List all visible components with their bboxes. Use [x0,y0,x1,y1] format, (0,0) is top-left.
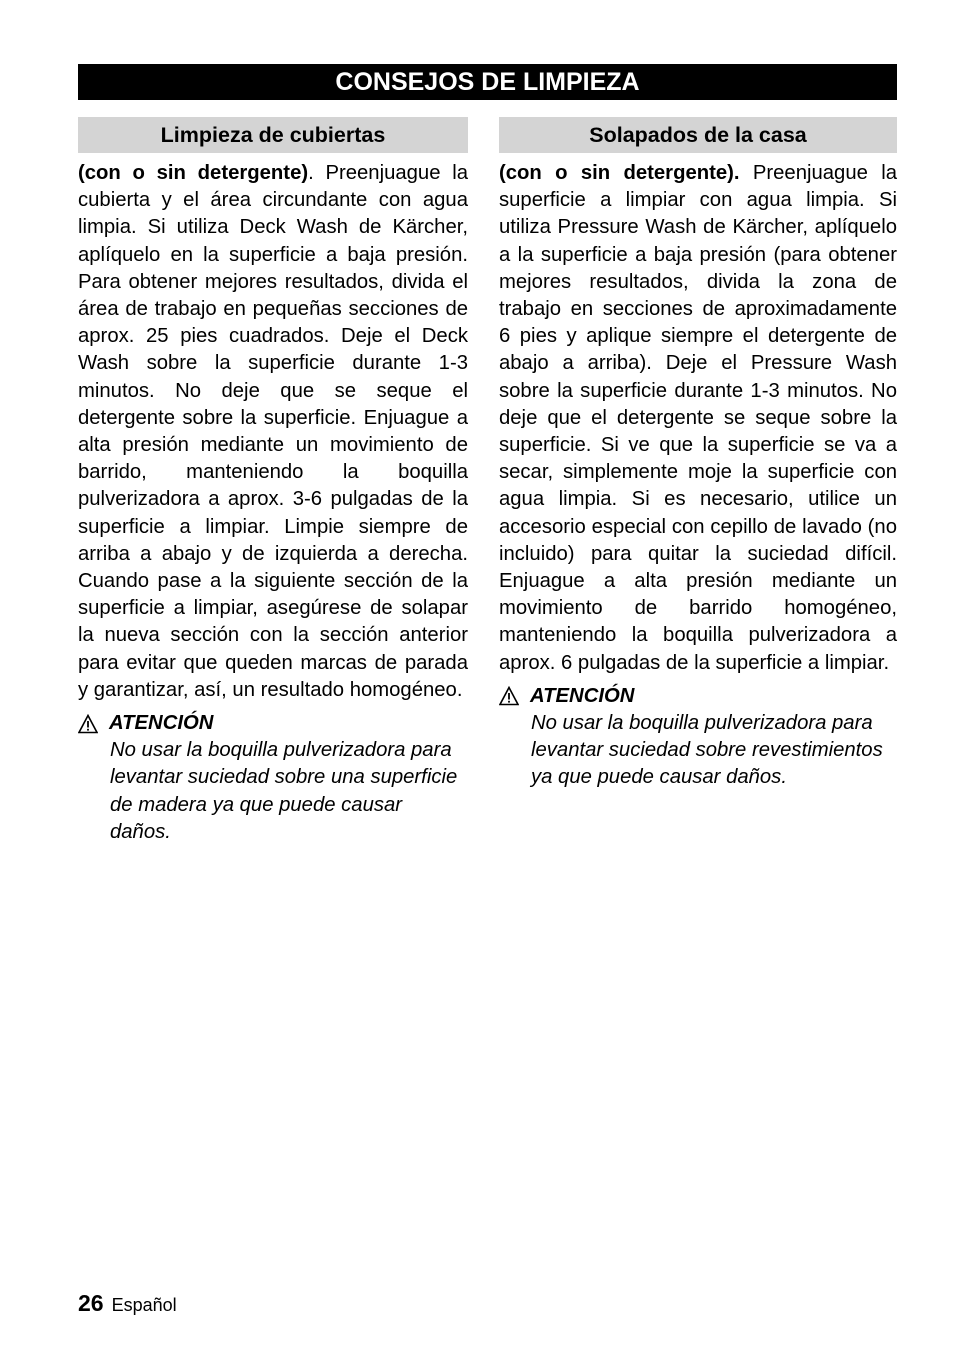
deck-warning [78,710,468,846]
deck-body: . Preenjuague la cubierta y el área circundante con agua limpia. Si utiliza Deck Wash de Kärcher, aplíquelo en la superficie a baja presión. Para obtener mejores resultados, divida el área de trabajo en pequeñas secciones de aprox. 25 pies cuadrados. Deje el Deck Wash sobre la superficie durante 1-3 minutos. No deje que se seque el detergente sobre la superficie. Enjuague a alta presión mediante un movimiento de barrido, manteniendo la boquilla pulverizadora a aprox. 3-6 pulgadas de la superficie a limpiar. Limpie siempre de arriba a abajo y de izquierda a derecha. Cuando pase a la siguiente sección de la superficie a limpiar, asegúrese de solapar la nueva sección con la sección anterior para evitar que queden marcas de parada y garantizar, así, un resultado homogéneo. [78,162,468,701]
warning-triangle-icon [499,686,519,706]
deck-warning-text: No usar la boquilla pulverizadora para levantar suciedad sobre una superficie de madera ya que puede causar daños. [110,739,458,843]
section-banner [78,64,897,100]
siding-warning-label: ATENCIÓN [530,684,635,707]
siding-heading-text: Solapados de la casa [589,122,807,147]
section-title: CONSEJOS DE LIMPIEZA [335,67,640,96]
column-house-siding [499,117,897,792]
deck-warning-label: ATENCIÓN [109,712,214,735]
siding-warning-text: No usar la boquilla pulverizadora para levantar suciedad sobre revestimientos ya que puede causar daños. [531,712,883,789]
warning-triangle-icon [78,714,98,734]
page-footer [78,1290,177,1317]
page-number: 26 [78,1290,104,1316]
deck-heading-text: Limpieza de cubiertas [160,122,386,147]
deck-heading [78,117,468,153]
siding-lead: (con o sin detergente). [499,162,740,184]
siding-heading [499,117,897,153]
language-label: Español [111,1295,177,1315]
siding-warning [499,683,897,792]
deck-paragraph [78,160,468,704]
deck-lead: (con o sin detergente) [78,162,309,184]
siding-body: Preenjuague la superficie a limpiar con agua limpia. Si utiliza Pressure Wash de Kärcher, aplíquelo a la superficie a baja presión (para obtener mejores resultados, divida la zona de trabajo en secciones de aproximadamente 6 pies y aplique siempre el detergente de abajo a arriba). Deje el Pressure Wash sobre la superficie durante 1-3 minutos. No deje que el detergente se seque sobre la superficie. Si ve que la superficie se va a secar, simplemente moje la superficie con agua limpia. Si es necesario, utilice un accesorio especial con cepillo de lavado (no incluido) para quitar la suciedad difícil. Enjuague a alta presión mediante un movimiento de barrido homogéneo, manteniendo la boquilla pulverizadora a aprox. 6 pulgadas de la superficie a limpiar. [499,162,897,674]
siding-paragraph [499,160,897,677]
column-deck-cleaning [78,117,468,846]
